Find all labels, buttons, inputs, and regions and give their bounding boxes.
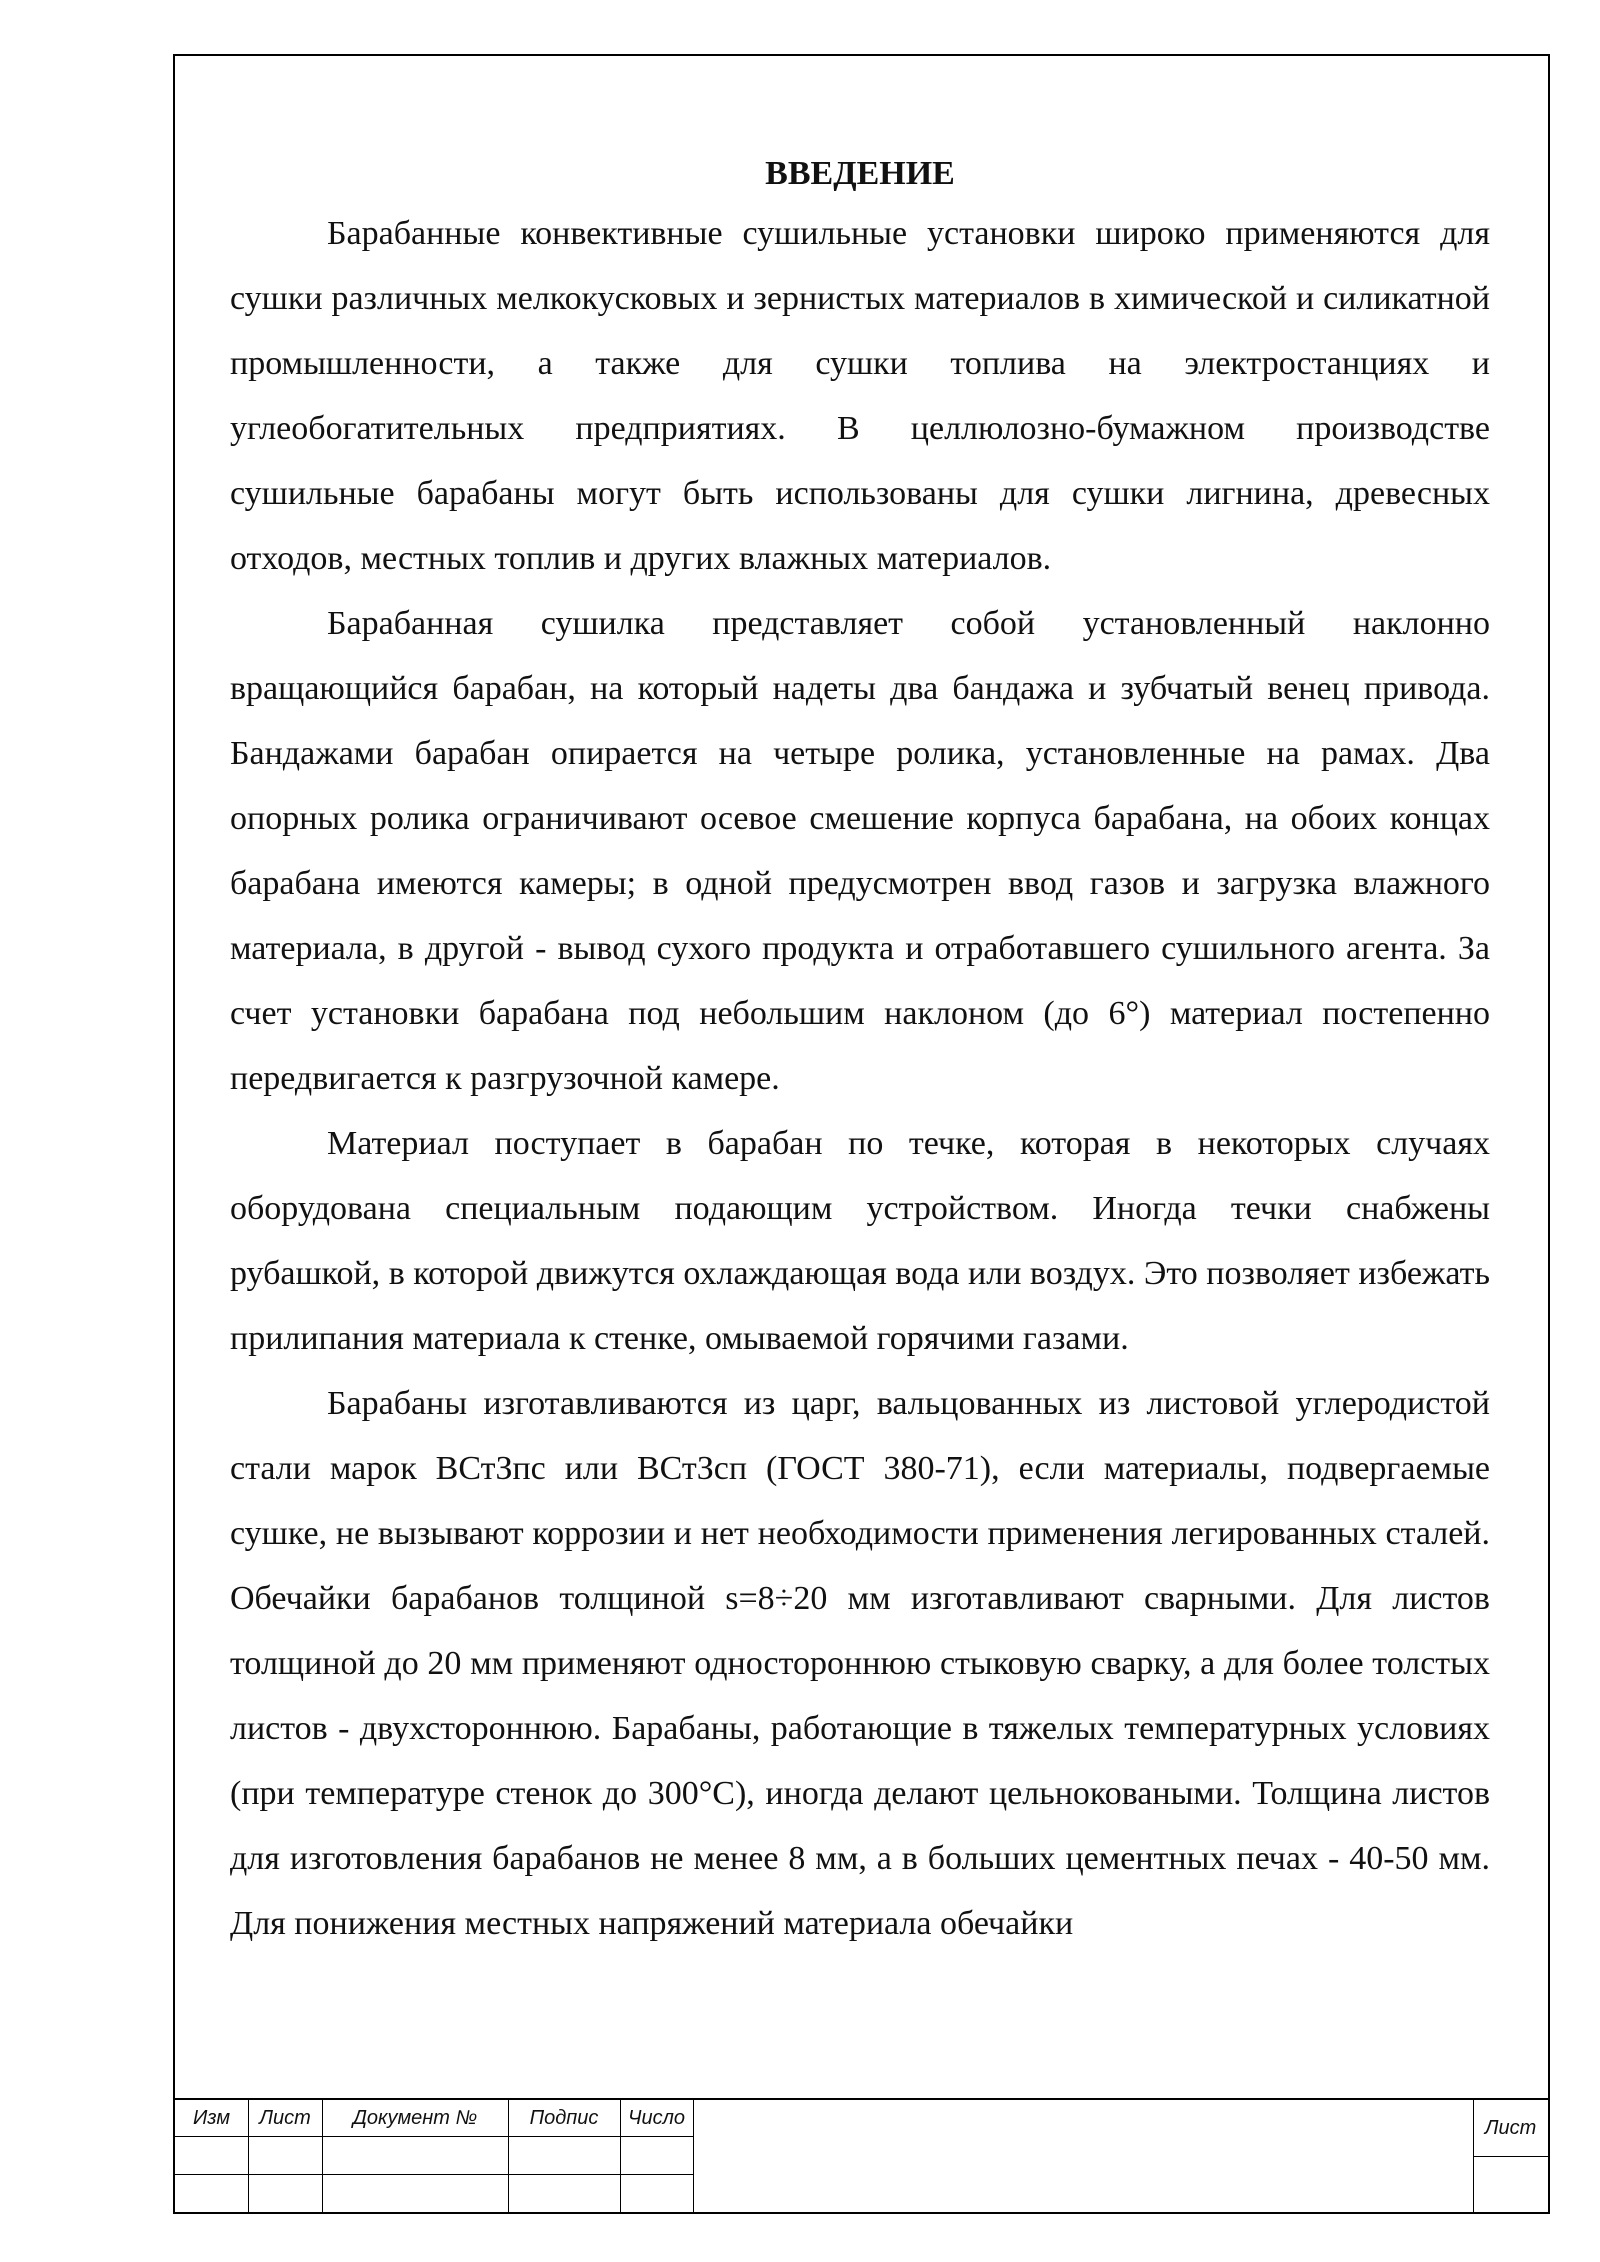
- stamp-header-date: Число: [628, 2107, 685, 2129]
- page-frame: [173, 54, 1550, 2214]
- stamp-header-document: Документ №: [352, 2107, 478, 2129]
- document-body: [230, 151, 1490, 1956]
- stamp-divider: [175, 2136, 693, 2137]
- paragraph-2: Барабанная сушилка представляет собой установленный наклонно вращающийся барабан, на который надеты два бандажа и зубчатый венец привода. Бандажами барабан опирается на четыре ролика, установленные на рамах. Два опорных ролика ограничивают осевое смешение корпуса барабана, на обоих концах барабана имеются камеры; в одной предусмотрен ввод газов и загрузка влажного материала, в другой - вывод сухого продукта и отработавшего сушильного агента. За счет установки барабана под небольшим наклоном (до 6°) материал постепенно передвигается к разгрузочной камере.: [230, 605, 1490, 1097]
- paragraph-4: Барабаны изготавливаются из царг, вальцованных из листовой углеродистой стали марок ВСтЗпс или ВСтЗсп (ГОСТ 380-71), если материалы, подвергаемые сушке, не вызывают коррозии и нет необходимости применения легированных сталей. Обечайки барабанов толщиной s=8÷20 мм изготавливают сварными. Для листов толщиной до 20 мм применяют одностороннюю стыковую сварку, а для более толстых листов - двухстороннюю. Барабаны, работающие в тяжелых температурных условиях (при температуре стенок до 300°С), иногда делают цельноковаными. Толщина листов для изготовления барабанов не менее 8 мм, а в больших цементных печах - 40-50 мм. Для понижения местных напряжений материала обечайки: [230, 1385, 1490, 1942]
- stamp-divider: [693, 2100, 694, 2212]
- title-block-stamp: [175, 2098, 1548, 2212]
- paragraph-3: Материал поступает в барабан по течке, которая в некоторых случаях оборудована специальным подающим устройством. Иногда течки снабжены рубашкой, в которой движутся охлаждающая вода или воздух. Это позволяет избежать прилипания материала к стенке, омываемой горячими газами.: [230, 1125, 1490, 1357]
- page-title: ВВЕДЕНИЕ: [765, 155, 955, 192]
- stamp-divider: [248, 2100, 249, 2212]
- stamp-divider: [1473, 2156, 1548, 2157]
- stamp-sheet-label: Лист: [1484, 2117, 1537, 2139]
- stamp-divider: [175, 2174, 693, 2175]
- stamp-divider: [508, 2100, 509, 2212]
- stamp-header-izm: Изм: [192, 2107, 231, 2129]
- stamp-header-list: Лист: [259, 2107, 311, 2129]
- stamp-divider: [322, 2100, 323, 2212]
- stamp-header-signature: Подпис: [529, 2107, 599, 2129]
- stamp-divider: [620, 2100, 621, 2212]
- paragraph-1: Барабанные конвективные сушильные установки широко применяются для сушки различных мелкокусковых и зернистых материалов в химической и силикатной промышленности, а также для сушки топлива на электростанциях и углеобогатительных предприятиях. В целлюлозно-бумажном производстве сушильные барабаны могут быть использованы для сушки лигнина, древесных отходов, местных топлив и других влажных материалов.: [230, 215, 1490, 577]
